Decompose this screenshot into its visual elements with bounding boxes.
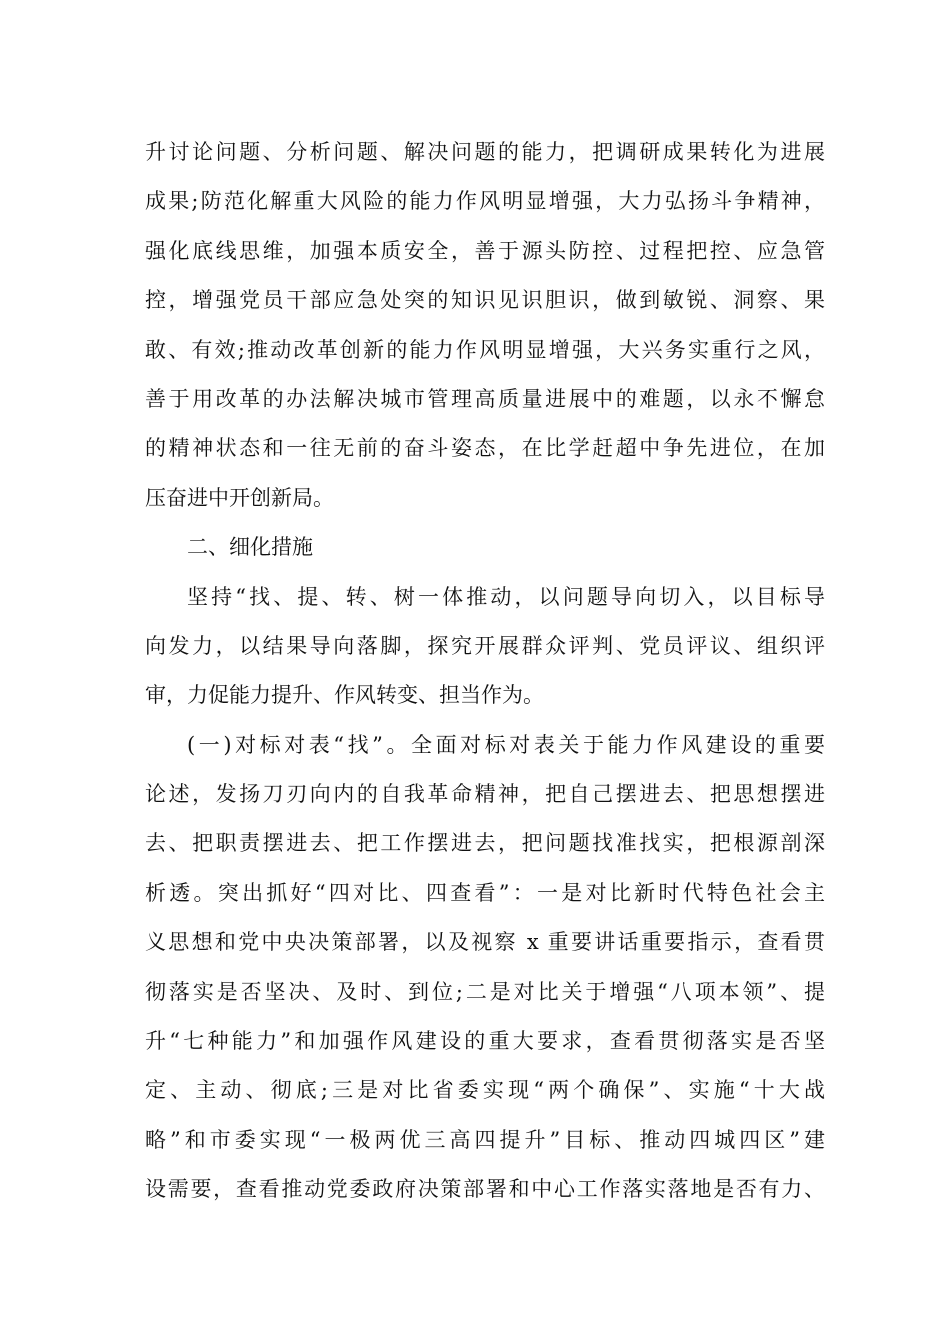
text-line: (一)对标对表“找”。全面对标对表关于能力作风建设的重要	[187, 732, 825, 757]
text-line: 论述，发扬刀刃向内的自我革命精神，把自己摆进去、把思想摆进	[145, 782, 825, 807]
document-body	[145, 128, 825, 1215]
text-line: 去、把职责摆进去、把工作摆进去，把问题找准找实，把根源剖深	[145, 831, 825, 856]
text-line: 升讨论问题、分析问题、解决问题的能力，把调研成果转化为进展	[145, 140, 825, 164]
text-line: 强化底线思维，加强本质安全，善于源头防控、过程把控、应急管	[145, 238, 825, 263]
text-line: 控，增强党员干部应急处突的知识见识胆识，做到敏锐、洞察、果	[145, 288, 825, 313]
text-line: 义思想和党中央决策部署，以及视察 x 重要讲话重要指示，查看贯	[145, 930, 825, 955]
text-line: 二、细化措施	[187, 535, 313, 560]
text-line: 坚持“找、提、转、树一体推动，以问题导向切入，以目标导	[187, 584, 825, 609]
text-line: 的精神状态和一往无前的奋斗姿态，在比学赶超中争先进位，在加	[145, 436, 825, 461]
text-line: 成果;防范化解重大风险的能力作风明显增强，大力弘扬斗争精神，	[145, 189, 825, 214]
text-line: 升“七种能力”和加强作风建设的重大要求，查看贯彻落实是否坚	[145, 1029, 825, 1054]
text-line: 压奋进中开创新局。	[145, 485, 334, 510]
text-line: 彻落实是否坚决、及时、到位;二是对比关于增强“八项本领”、提	[145, 979, 825, 1004]
text-line: 向发力，以结果导向落脚，探究开展群众评判、党员评议、组织评	[145, 633, 825, 658]
text-line: 略”和市委实现“一极两优三高四提升”目标、推动四城四区”建	[145, 1127, 825, 1152]
text-line: 设需要，查看推动党委政府决策部署和中心工作落实落地是否有力、	[145, 1177, 825, 1202]
text-line: 善于用改革的办法解决城市管理高质量进展中的难题，以永不懈怠	[145, 386, 825, 411]
text-line: 敢、有效;推动改革创新的能力作风明显增强，大兴务实重行之风，	[145, 337, 825, 362]
text-line: 析透。突出抓好“四对比、四查看”：一是对比新时代特色社会主	[145, 880, 825, 905]
text-line: 审，力促能力提升、作风转变、担当作为。	[145, 683, 544, 708]
text-line: 定、主动、彻底;三是对比省委实现“两个确保”、实施“十大战	[145, 1078, 825, 1103]
